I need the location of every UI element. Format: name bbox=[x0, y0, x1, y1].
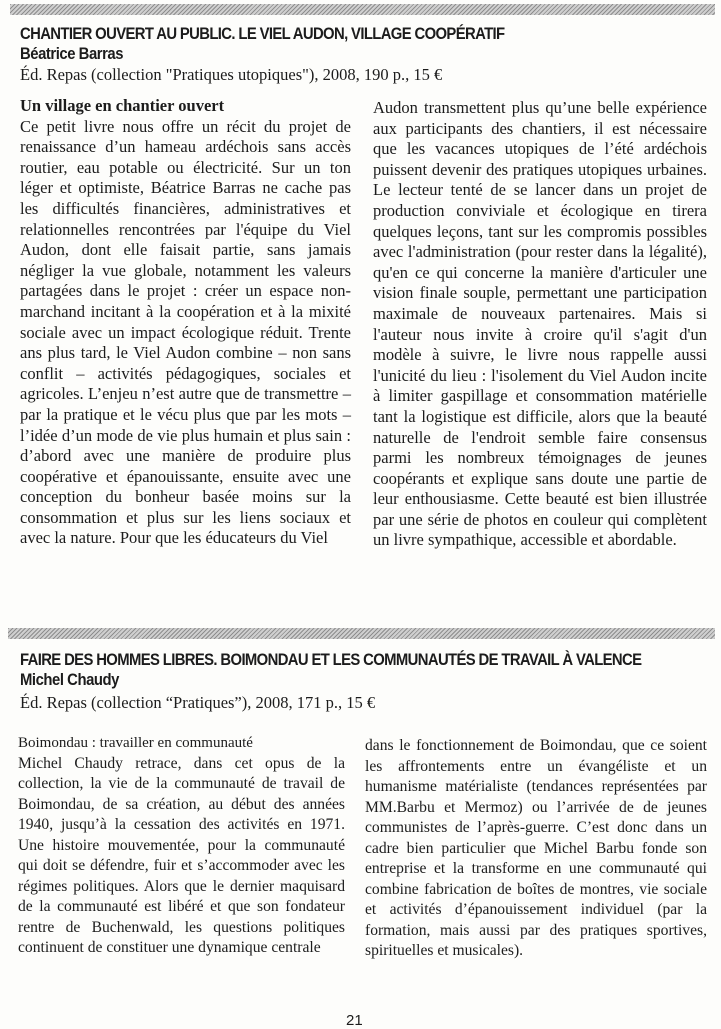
review2-text-left: Michel Chaudy retrace, dans cet opus de la collection, la vie de la communauté de travail de Boimondau, de sa création, au début des années 1940, jusqu’à la cessation des activités en 1971. Une histoire mouvementée, pour la communauté qui doit se défendre, fuir et s’accommoder avec les régimes politiques. Alors que le dernier maquisard de la communauté est libéré et que son fondateur rentre de Buchenwald, les questions politiques continuent de constituer une dynamique centrale bbox=[18, 754, 345, 956]
review2-heading: Boimondau : travailler en communauté bbox=[18, 735, 253, 751]
review2-title: FAIRE DES HOMMES LIBRES. BOIMONDAU ET LES COMMUNAUTÉS DE TRAVAIL À VALENCE bbox=[20, 651, 642, 669]
review1-publication: Éd. Repas (collection "Pratiques utopiques"), 2008, 190 p., 15 € bbox=[20, 65, 443, 84]
review1-text-left: Ce petit livre nous offre un récit du projet de renaissance d’un hameau ardéchois sans accès routier, eau potable ou électricité. Sur un ton léger et optimiste, Béatrice Barras ne cache pas les difficultés financières, administratives et relationnelles rencontrées par l'équipe du Viel Audon, dont elle faisait partie, sans jamais négliger la vue globale, notamment les valeurs partagées dans le projet : créer un espace non-marchand incitant à la coopération et à la mixité sociale avec un impact écologique réduit. Trente ans plus tard, le Viel Audon combine – non sans conflit – activités pédagogiques, sociales et agricoles. L’enjeu n’est autre que de transmettre – par la pratique et le vécu plus que par les mots – l’idée d’un mode de vie plus humain et plus sain : d’abord avec une manière de produire plus coopérative et épanouissante, ensuite avec une conception du bonheur basée moins sur la consommation et plus sur les liens sociaux et avec la nature. Pour que les éducateurs du Viel bbox=[20, 116, 351, 548]
review1-column-left bbox=[20, 96, 351, 549]
review2-column-right bbox=[365, 736, 707, 962]
review1-text-right: Audon transmettent plus qu’une belle expérience aux participants des chantiers, il est nécessaire que les vacances utopiques de l’été ardéchois puissent devenir des pratiques utopiques urbaines. Le lecteur tenté de se lancer dans un projet de production conviviale et écologique en tirera quelques leçons, tant sur les compromis possibles avec l'administration (pour rester dans la légalité), qu'en ce qui concerne la manière d'articuler une vision finale souple, permettant une participation maximale de nouveaux partenaires. Mais si l'auteur nous invite à croire qu'il s'agit d'un modèle à suivre, le livre nous rappelle aussi l'unicité du lieu : l'isolement du Viel Audon incite à limiter gaspillage et consommation matérielle tant la logistique est difficile, alors que la beauté naturelle de l'endroit semble faire consensus parmi les nombreux témoignages de jeunes coopérants et explique sans doute une partie de leur enthousiasme. Cette beauté est bien illustrée par une série de photos en couleur qui complètent un livre sympathique, accessible et abordable. bbox=[373, 98, 707, 550]
review1-column-right bbox=[373, 98, 707, 551]
review2-publication: Éd. Repas (collection “Pratiques”), 2008, 171 p., 15 € bbox=[20, 693, 376, 712]
top-divider-band bbox=[10, 4, 715, 15]
middle-divider-band bbox=[8, 628, 715, 639]
review1-heading: Un village en chantier ouvert bbox=[20, 96, 225, 115]
review2-author: Michel Chaudy bbox=[20, 671, 119, 689]
review2-column-left bbox=[18, 733, 345, 959]
review2-text-right: dans le fonctionnement de Boimondau, que ce soient les affrontements entre un évangéliste et un humanisme matérialiste (tendances représentées par MM.Barbu et Mermoz) ou l’arrivée de de jeunes communistes de l’après-guerre. C’est donc dans un cadre bien particulier que Michel Barbu fonde son entreprise et la transforme en une communauté qui combine fabrication de boîtes de montres, vie sociale et activités d’épanouissement individuel (par la formation, mais aussi par des pratiques sportives, spirituelles et musicales). bbox=[365, 737, 707, 959]
review1-author: Béatrice Barras bbox=[20, 45, 124, 63]
page-number: 21 bbox=[346, 1012, 363, 1029]
review1-title: CHANTIER OUVERT AU PUBLIC. LE VIEL AUDON, VILLAGE COOPÉRATIF bbox=[20, 25, 505, 43]
